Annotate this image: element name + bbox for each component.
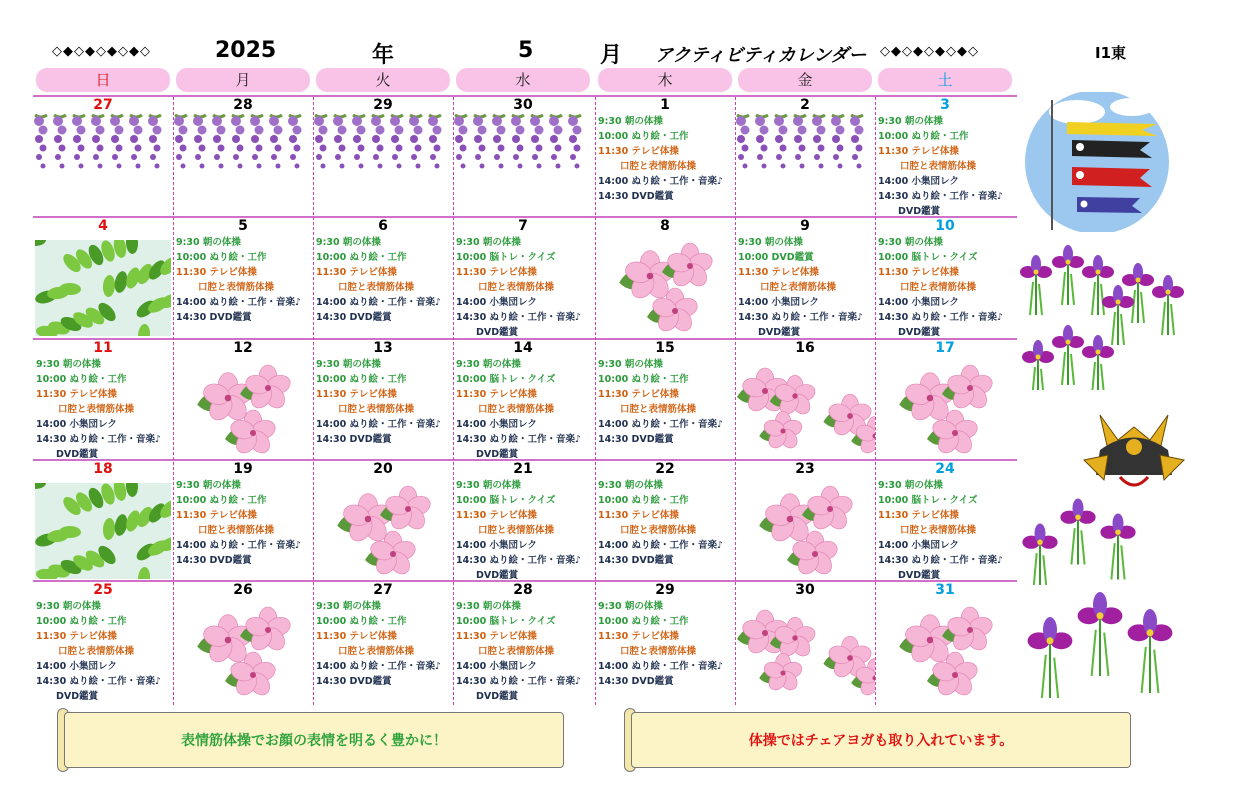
banner-left: 表情筋体操でお顔の表情を明るく豊かに！ — [64, 712, 564, 768]
day-decoration — [35, 483, 171, 582]
day-cell — [735, 218, 875, 340]
day-cell — [595, 461, 735, 582]
activity-line: 11:30 テレビ体操 — [176, 267, 257, 278]
wisteria-illustration — [33, 111, 173, 191]
year-unit: 年 — [372, 43, 395, 68]
azalea-flowers-illustration — [595, 236, 735, 336]
activity-line: 11:30 テレビ体操 — [36, 631, 117, 642]
day-number: 29 — [373, 97, 393, 113]
azalea-flowers-illustration — [173, 600, 313, 700]
activity-line: 14:00 ぬり絵・工作・音楽♪ — [316, 419, 442, 430]
activity-line: 9:30 朝の体操 — [316, 359, 381, 370]
unit-label: I1東 — [1095, 44, 1127, 62]
activity-line: 14:30 ぬり絵・工作・音楽♪ — [456, 676, 582, 687]
activity-line: 14:00 小集団レク — [878, 540, 959, 551]
activity-line: DVD鑑賞 — [476, 691, 519, 702]
day-number: 15 — [655, 340, 675, 356]
activity-line: DVD鑑賞 — [476, 327, 519, 338]
day-cell — [875, 582, 1015, 705]
activity-line: 14:00 ぬり絵・工作・音楽♪ — [316, 661, 442, 672]
green-leaves-photo — [35, 483, 171, 579]
day-cell — [453, 340, 593, 461]
azalea-flowers-illustration — [173, 358, 313, 458]
activity-schedule — [598, 478, 723, 568]
day-cell — [453, 461, 593, 582]
activity-line: 口腔と表情筋体操 — [478, 282, 555, 293]
iris-flowers-illustration — [1018, 495, 1148, 585]
day-cell — [173, 582, 313, 705]
day-cell — [313, 582, 453, 705]
day-number: 1 — [660, 97, 670, 113]
activity-schedule — [598, 357, 723, 447]
banner-right: 体操ではチェアヨガも取り入れています。 — [631, 712, 1131, 768]
day-cell — [453, 218, 593, 340]
activity-line: DVD鑑賞 — [56, 691, 99, 702]
activity-line: 10:00 脳トレ・クイズ — [456, 374, 556, 385]
wisteria-illustration — [173, 111, 313, 191]
activity-line: 10:00 脳トレ・クイズ — [878, 495, 978, 506]
activity-line: 口腔と表情筋体操 — [900, 161, 977, 172]
day-number: 27 — [93, 97, 113, 113]
activity-line: 10:00 DVD鑑賞 — [738, 252, 814, 263]
activity-line: 11:30 テレビ体操 — [176, 510, 257, 521]
activity-line: 口腔と表情筋体操 — [900, 525, 977, 536]
activity-line: 口腔と表情筋体操 — [478, 404, 555, 415]
activity-line: 14:30 ぬり絵・工作・音楽♪ — [878, 191, 1004, 202]
activity-line: 10:00 ぬり絵・工作 — [316, 374, 407, 385]
activity-line: 口腔と表情筋体操 — [478, 525, 555, 536]
activity-line: 14:30 DVD鑑賞 — [316, 676, 392, 687]
activity-line: 14:00 小集団レク — [456, 419, 537, 430]
activity-line: 10:00 ぬり絵・工作 — [878, 131, 969, 142]
day-decoration — [735, 479, 875, 582]
year: 2025 — [215, 38, 277, 63]
activity-line: 口腔と表情筋体操 — [620, 404, 697, 415]
activity-line: 14:30 ぬり絵・工作・音楽♪ — [878, 312, 1004, 323]
activity-schedule — [878, 114, 1003, 218]
day-decoration — [35, 240, 171, 340]
activity-schedule — [36, 357, 161, 461]
activity-line: 14:30 ぬり絵・工作・音楽♪ — [36, 676, 162, 687]
activity-line: 9:30 朝の体操 — [456, 480, 521, 491]
day-cell — [313, 218, 453, 340]
wisteria-illustration — [453, 111, 593, 191]
activity-line: 14:00 ぬり絵・工作・音楽♪ — [176, 540, 302, 551]
wisteria-illustration — [735, 111, 875, 191]
activity-line: DVD鑑賞 — [476, 449, 519, 460]
header-diamonds-right: ◇◆◇◆◇◆◇◆◇ — [880, 44, 979, 59]
day-decoration — [33, 111, 173, 195]
day-number: 5 — [238, 218, 248, 234]
activity-line: 14:30 DVD鑑賞 — [176, 312, 252, 323]
azalea-flowers-illustration — [875, 600, 1015, 700]
header-diamonds-left: ◇◆◇◆◇◆◇◆◇ — [52, 44, 151, 59]
day-decoration — [595, 236, 735, 340]
activity-line: 口腔と表情筋体操 — [198, 525, 275, 536]
activity-line: 9:30 朝の体操 — [36, 601, 101, 612]
day-decoration — [173, 111, 313, 195]
day-number: 13 — [373, 340, 393, 356]
activity-line: 14:00 ぬり絵・工作・音楽♪ — [316, 297, 442, 308]
activity-line: 9:30 朝の体操 — [598, 601, 663, 612]
day-number: 10 — [935, 218, 955, 234]
day-number: 31 — [935, 582, 955, 598]
day-number: 22 — [655, 461, 675, 477]
activity-line: 14:30 ぬり絵・工作・音楽♪ — [456, 312, 582, 323]
activity-line: 10:00 ぬり絵・工作 — [316, 252, 407, 263]
koinobori-illustration — [1022, 92, 1172, 232]
activity-line: 10:00 脳トレ・クイズ — [456, 252, 556, 263]
activity-line: DVD鑑賞 — [898, 570, 941, 581]
activity-line: DVD鑑賞 — [898, 206, 941, 217]
day-number: 17 — [935, 340, 955, 356]
day-cell — [875, 218, 1015, 340]
activity-line: 9:30 朝の体操 — [176, 480, 241, 491]
activity-line: 14:00 小集団レク — [456, 540, 537, 551]
activity-line: 10:00 ぬり絵・工作 — [598, 616, 689, 627]
day-cell — [595, 340, 735, 461]
iris-flowers-illustration — [1018, 240, 1190, 390]
activity-line: 14:30 ぬり絵・工作・音楽♪ — [456, 555, 582, 566]
activity-line: 10:00 ぬり絵・工作 — [36, 616, 127, 627]
weekday-3: 水 — [456, 68, 590, 92]
day-number: 14 — [513, 340, 533, 356]
day-number: 2 — [800, 97, 810, 113]
activity-line: 14:00 小集団レク — [738, 297, 819, 308]
day-number: 11 — [93, 340, 113, 356]
day-cell — [173, 340, 313, 461]
activity-line: 9:30 朝の体操 — [316, 601, 381, 612]
activity-schedule — [316, 357, 441, 447]
activity-line: 9:30 朝の体操 — [598, 116, 663, 127]
activity-line: 口腔と表情筋体操 — [760, 282, 837, 293]
day-cell — [313, 461, 453, 582]
day-cell — [875, 340, 1015, 461]
activity-line: DVD鑑賞 — [476, 570, 519, 581]
activity-line: 14:30 DVD鑑賞 — [316, 312, 392, 323]
day-cell — [453, 582, 593, 705]
day-cell — [313, 340, 453, 461]
activity-line: 14:30 ぬり絵・工作・音楽♪ — [456, 434, 582, 445]
activity-line: 11:30 テレビ体操 — [598, 631, 679, 642]
activity-schedule — [36, 599, 161, 704]
activity-schedule — [316, 599, 441, 689]
day-decoration — [735, 598, 875, 702]
weekday-6: 土 — [878, 68, 1012, 92]
activity-line: 口腔と表情筋体操 — [900, 282, 977, 293]
day-number: 12 — [233, 340, 253, 356]
day-decoration — [453, 111, 593, 195]
activity-line: 9:30 朝の体操 — [878, 116, 943, 127]
activity-line: 9:30 朝の体操 — [316, 237, 381, 248]
day-cell — [33, 97, 173, 218]
day-cell — [173, 461, 313, 582]
wisteria-illustration — [313, 111, 453, 191]
day-number: 30 — [795, 582, 815, 598]
activity-line: 9:30 朝の体操 — [456, 237, 521, 248]
day-cell — [875, 97, 1015, 218]
activity-line: 14:00 小集団レク — [878, 297, 959, 308]
activity-line: 14:30 ぬり絵・工作・音楽♪ — [36, 434, 162, 445]
day-decoration — [173, 358, 313, 461]
activity-line: 14:30 DVD鑑賞 — [176, 555, 252, 566]
activity-line: 14:00 小集団レク — [36, 419, 117, 430]
activity-schedule — [176, 235, 301, 325]
day-number: 20 — [373, 461, 393, 477]
activity-schedule — [316, 235, 441, 325]
activity-line: 14:30 DVD鑑賞 — [598, 434, 674, 445]
activity-line: 11:30 テレビ体操 — [456, 267, 537, 278]
activity-line: 10:00 ぬり絵・工作 — [36, 374, 127, 385]
activity-line: 11:30 テレビ体操 — [878, 267, 959, 278]
day-number: 3 — [940, 97, 950, 113]
activity-line: 10:00 ぬり絵・工作 — [598, 495, 689, 506]
day-cell — [33, 582, 173, 705]
day-number: 28 — [513, 582, 533, 598]
activity-line: 14:00 ぬり絵・工作・音楽♪ — [598, 540, 724, 551]
activity-line: 10:00 ぬり絵・工作 — [598, 131, 689, 142]
activity-line: 9:30 朝の体操 — [176, 237, 241, 248]
activity-line: 14:30 DVD鑑賞 — [598, 555, 674, 566]
activity-line: 11:30 テレビ体操 — [316, 631, 397, 642]
azalea-flowers-illustration — [735, 479, 875, 579]
activity-line: 14:30 ぬり絵・工作・音楽♪ — [738, 312, 864, 323]
kabuto-helmet-illustration — [1080, 405, 1188, 495]
activity-line: 11:30 テレビ体操 — [456, 510, 537, 521]
azalea-flowers-illustration — [875, 358, 1015, 458]
activity-line: 14:00 小集団レク — [878, 176, 959, 187]
day-number: 6 — [378, 218, 388, 234]
day-number: 28 — [233, 97, 253, 113]
activity-line: 口腔と表情筋体操 — [338, 646, 415, 657]
green-leaves-photo — [35, 240, 171, 336]
activity-line: 14:00 小集団レク — [456, 297, 537, 308]
activity-line: 10:00 ぬり絵・工作 — [176, 252, 267, 263]
activity-line: 14:30 ぬり絵・工作・音楽♪ — [878, 555, 1004, 566]
day-cell — [735, 461, 875, 582]
day-cell — [595, 218, 735, 340]
day-cell — [33, 461, 173, 582]
activity-line: 14:00 ぬり絵・工作・音楽♪ — [176, 297, 302, 308]
activity-line: 口腔と表情筋体操 — [338, 404, 415, 415]
day-number: 24 — [935, 461, 955, 477]
activity-line: 口腔と表情筋体操 — [620, 525, 697, 536]
activity-schedule — [176, 478, 301, 568]
iris-flowers-illustration — [1025, 588, 1180, 698]
activity-line: 11:30 テレビ体操 — [598, 146, 679, 157]
activity-line: DVD鑑賞 — [56, 449, 99, 460]
activity-line: 14:30 DVD鑑賞 — [316, 434, 392, 445]
activity-line: 11:30 テレビ体操 — [456, 631, 537, 642]
activity-line: DVD鑑賞 — [758, 327, 801, 338]
day-number: 4 — [98, 218, 108, 234]
day-decoration — [735, 111, 875, 195]
activity-line: 10:00 ぬり絵・工作 — [176, 495, 267, 506]
activity-schedule — [456, 478, 581, 582]
azalea-flowers-illustration — [735, 598, 875, 698]
weekday-0: 日 — [36, 68, 170, 92]
activity-schedule — [598, 114, 723, 204]
activity-schedule — [456, 357, 581, 461]
day-number: 9 — [800, 218, 810, 234]
day-number: 26 — [233, 582, 253, 598]
activity-line: 11:30 テレビ体操 — [36, 389, 117, 400]
day-cell — [173, 97, 313, 218]
day-number: 7 — [518, 218, 528, 234]
day-number: 16 — [795, 340, 815, 356]
day-cell — [595, 97, 735, 218]
day-number: 30 — [513, 97, 533, 113]
activity-line: 11:30 テレビ体操 — [598, 389, 679, 400]
activity-line: 10:00 脳トレ・クイズ — [456, 495, 556, 506]
activity-line: 10:00 脳トレ・クイズ — [456, 616, 556, 627]
activity-line: 9:30 朝の体操 — [456, 601, 521, 612]
activity-line: 口腔と表情筋体操 — [58, 404, 135, 415]
activity-schedule — [878, 235, 1003, 340]
weekday-2: 火 — [316, 68, 450, 92]
month-unit: 月 — [600, 43, 623, 68]
activity-schedule — [738, 235, 863, 340]
activity-line: 14:00 小集団レク — [456, 661, 537, 672]
activity-line: 11:30 テレビ体操 — [456, 389, 537, 400]
day-cell — [33, 340, 173, 461]
day-number: 8 — [660, 218, 670, 234]
activity-line: 11:30 テレビ体操 — [598, 510, 679, 521]
day-cell — [875, 461, 1015, 582]
activity-line: 14:30 DVD鑑賞 — [598, 191, 674, 202]
day-number: 27 — [373, 582, 393, 598]
activity-schedule — [456, 235, 581, 340]
month: 5 — [518, 38, 534, 63]
activity-line: DVD鑑賞 — [898, 327, 941, 338]
day-number: 23 — [795, 461, 815, 477]
weekday-4: 木 — [598, 68, 732, 92]
weekday-1: 月 — [176, 68, 310, 92]
day-cell — [173, 218, 313, 340]
day-decoration — [875, 358, 1015, 461]
activity-line: 14:30 DVD鑑賞 — [598, 676, 674, 687]
day-decoration — [173, 600, 313, 704]
activity-line: 口腔と表情筋体操 — [620, 646, 697, 657]
azalea-flowers-illustration — [313, 479, 453, 579]
weekday-5: 金 — [738, 68, 872, 92]
day-decoration — [313, 111, 453, 195]
activity-line: 口腔と表情筋体操 — [338, 282, 415, 293]
activity-line: 9:30 朝の体操 — [598, 480, 663, 491]
activity-line: 11:30 テレビ体操 — [316, 389, 397, 400]
day-cell — [33, 218, 173, 340]
activity-line: 口腔と表情筋体操 — [58, 646, 135, 657]
activity-line: 10:00 脳トレ・クイズ — [878, 252, 978, 263]
day-number: 29 — [655, 582, 675, 598]
activity-line: 11:30 テレビ体操 — [316, 267, 397, 278]
activity-line: 14:00 小集団レク — [36, 661, 117, 672]
activity-line: 口腔と表情筋体操 — [478, 646, 555, 657]
activity-line: 口腔と表情筋体操 — [198, 282, 275, 293]
activity-schedule — [878, 478, 1003, 582]
activity-line: 14:00 ぬり絵・工作・音楽♪ — [598, 419, 724, 430]
day-decoration — [735, 356, 875, 460]
day-number: 18 — [93, 461, 113, 477]
activity-line: 14:00 ぬり絵・工作・音楽♪ — [598, 661, 724, 672]
activity-schedule — [456, 599, 581, 704]
day-cell — [735, 582, 875, 705]
azalea-flowers-illustration — [735, 356, 875, 456]
activity-line: 9:30 朝の体操 — [598, 359, 663, 370]
activity-line: 11:30 テレビ体操 — [738, 267, 819, 278]
day-decoration — [313, 479, 453, 582]
activity-line: 11:30 テレビ体操 — [878, 510, 959, 521]
day-number: 21 — [513, 461, 533, 477]
activity-line: 11:30 テレビ体操 — [878, 146, 959, 157]
activity-line: 9:30 朝の体操 — [878, 480, 943, 491]
activity-schedule — [598, 599, 723, 689]
day-number: 25 — [93, 582, 113, 598]
day-decoration — [875, 600, 1015, 704]
activity-line: 9:30 朝の体操 — [36, 359, 101, 370]
activity-line: 口腔と表情筋体操 — [620, 161, 697, 172]
day-number: 19 — [233, 461, 253, 477]
activity-line: 10:00 ぬり絵・工作 — [316, 616, 407, 627]
day-cell — [313, 97, 453, 218]
activity-line: 10:00 ぬり絵・工作 — [598, 374, 689, 385]
day-cell — [453, 97, 593, 218]
day-cell — [595, 582, 735, 705]
activity-line: 9:30 朝の体操 — [878, 237, 943, 248]
activity-line: 9:30 朝の体操 — [738, 237, 803, 248]
day-cell — [735, 340, 875, 461]
day-cell — [735, 97, 875, 218]
activity-line: 9:30 朝の体操 — [456, 359, 521, 370]
activity-line: 14:00 ぬり絵・工作・音楽♪ — [598, 176, 724, 187]
calendar-title: アクティビティカレンダー — [655, 45, 867, 66]
